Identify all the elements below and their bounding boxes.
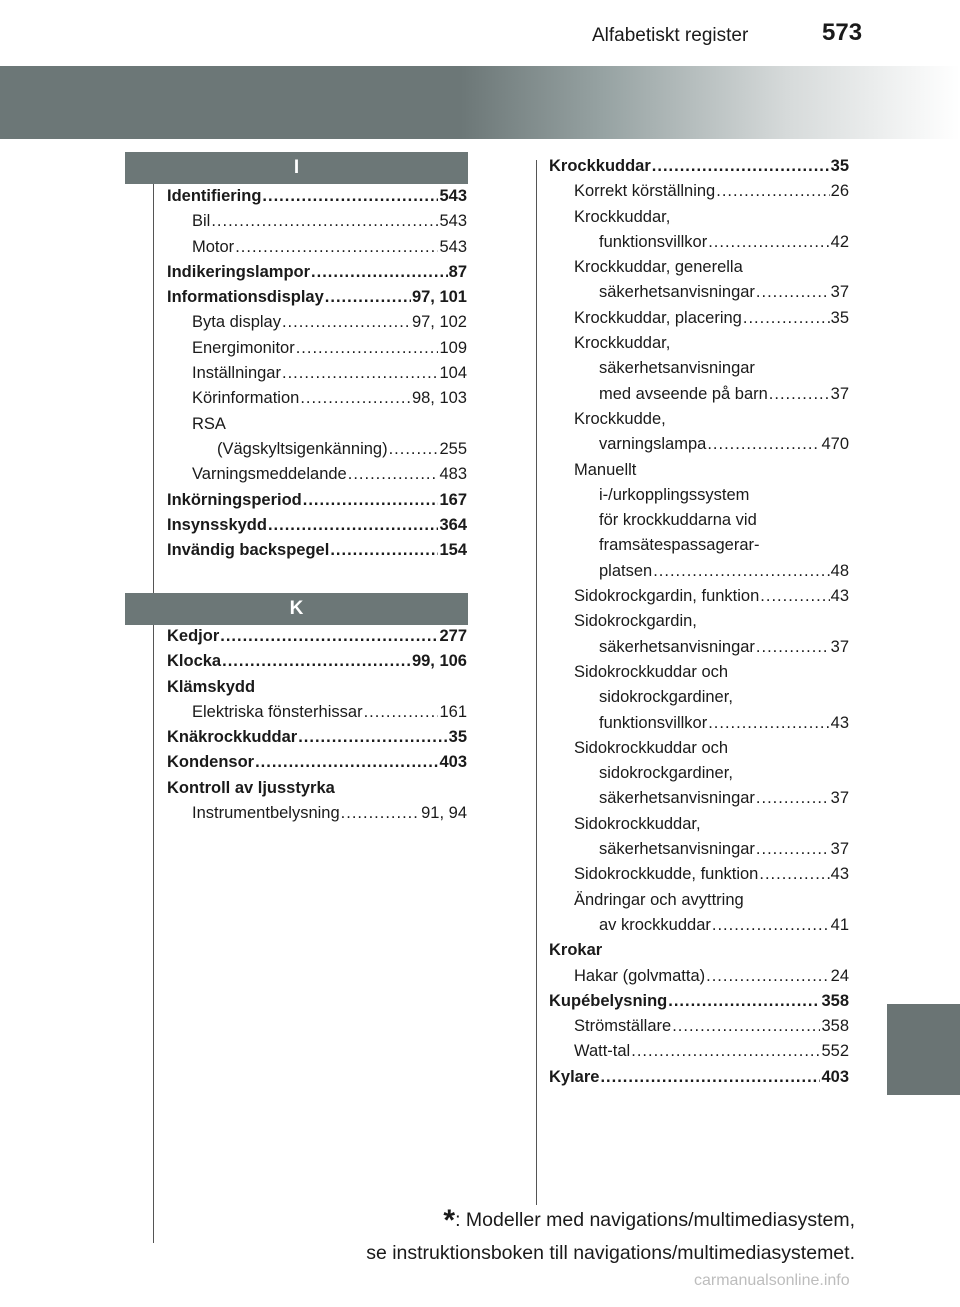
section-header-i: I <box>125 152 468 184</box>
index-entry <box>167 288 467 313</box>
index-subentry <box>549 536 849 561</box>
dot-leader <box>211 212 438 231</box>
entry-text: Manuellt <box>574 460 637 479</box>
dot-leader <box>759 865 829 884</box>
page-reference: 43 <box>830 587 849 606</box>
entry-text: säkerhetsanvisningar <box>599 840 755 859</box>
entry-text: Bil <box>192 212 211 231</box>
page-reference: 37 <box>830 637 849 656</box>
dot-leader <box>756 789 830 808</box>
index-right-column <box>549 157 849 1093</box>
entry-text: Sidokrockgardin, funktion <box>574 587 760 606</box>
dot-leader <box>389 440 439 459</box>
page-reference: 255 <box>439 439 467 458</box>
entry-text: Krockkuddar <box>549 157 651 175</box>
index-subentry <box>167 465 467 490</box>
dot-leader <box>756 283 830 302</box>
dot-leader <box>707 435 820 454</box>
page-reference: 37 <box>830 283 849 302</box>
dot-leader <box>255 753 438 772</box>
entry-text: (Vägskyltsigenkänning) <box>217 439 388 458</box>
entry-text: funktionsvillkor <box>599 232 708 251</box>
chapter-tab <box>887 1004 960 1095</box>
index-subentry <box>167 364 467 389</box>
page-reference: 483 <box>439 465 467 484</box>
page-reference: 154 <box>439 541 467 560</box>
entry-text: Hakar (golvmatta) <box>574 966 706 985</box>
page-reference: 41 <box>830 915 849 934</box>
entry-text: Identifiering <box>167 187 262 205</box>
dot-leader <box>600 1068 820 1087</box>
dot-leader <box>348 465 439 484</box>
index-section-k <box>167 627 467 829</box>
dot-leader <box>298 728 447 747</box>
index-subentry <box>167 339 467 364</box>
entry-text: Varningsmeddelande <box>192 465 347 484</box>
index-entry <box>167 627 467 652</box>
index-subentry <box>167 212 467 237</box>
index-subentry <box>549 1042 849 1067</box>
page-reference: 37 <box>830 840 849 859</box>
dot-leader <box>668 992 820 1011</box>
dot-leader <box>706 967 830 986</box>
index-subentry <box>549 840 849 865</box>
entry-text: varningslampa <box>599 435 707 454</box>
dot-leader <box>222 652 411 671</box>
entry-text: säkerhetsanvisningar <box>599 789 755 808</box>
entry-text: Krockkuddar, placering <box>574 308 742 327</box>
entry-text: Insynsskydd <box>167 515 267 534</box>
index-subentry <box>549 891 849 916</box>
index-subentry <box>549 410 849 435</box>
entry-text: för krockkuddarna vid <box>599 511 757 530</box>
page-reference: 403 <box>439 753 467 772</box>
page-reference: 470 <box>821 435 849 454</box>
dot-leader <box>653 562 829 581</box>
page-reference: 43 <box>830 713 849 732</box>
entry-text: Krockkudde, <box>574 409 666 428</box>
index-entry <box>167 187 467 212</box>
index-subentry <box>549 182 849 207</box>
index-subentry <box>549 233 849 258</box>
dot-leader <box>262 187 438 206</box>
dot-leader <box>300 389 411 408</box>
index-subentry <box>549 587 849 612</box>
entry-text: sidokrockgardiner, <box>599 688 733 707</box>
page-reference: 543 <box>439 212 467 231</box>
entry-text: Ändringar och avyttring <box>574 890 744 909</box>
index-entry <box>549 992 849 1017</box>
index-subentry <box>549 815 849 840</box>
page-number: 573 <box>822 19 863 46</box>
index-subentry <box>167 389 467 414</box>
index-subentry <box>167 313 467 338</box>
index-entry <box>549 157 849 182</box>
index-subentry <box>549 688 849 713</box>
entry-text: Krokar <box>549 941 603 960</box>
page-reference: 99, 106 <box>411 652 467 671</box>
entry-text: Knäkrockkuddar <box>167 728 298 747</box>
dot-leader <box>296 339 439 358</box>
entry-text: Elektriska fönsterhissar <box>192 702 363 721</box>
footnote-line-2: se instruktionsboken till navigations/multimediasystemet. <box>366 1242 855 1264</box>
dot-leader <box>708 233 829 252</box>
entry-text: Byta display <box>192 313 281 332</box>
index-subentry <box>549 638 849 663</box>
index-subentry <box>549 334 849 359</box>
page-reference: 552 <box>821 1042 849 1061</box>
index-subentry <box>549 739 849 764</box>
entry-text: Kedjor <box>167 627 220 645</box>
index-subentry <box>549 612 849 637</box>
index-subentry <box>549 511 849 536</box>
index-subentry <box>167 804 467 829</box>
footnote-line-1: : Modeller med navigations/multimediasystem, <box>455 1209 855 1231</box>
entry-text: RSA <box>192 414 226 433</box>
index-subentry <box>549 663 849 688</box>
index-subentry <box>549 309 849 334</box>
index-section-i <box>167 187 467 566</box>
index-subentry <box>549 385 849 410</box>
page-reference: 358 <box>821 991 849 1010</box>
dot-leader <box>760 587 829 606</box>
page-reference: 104 <box>439 364 467 383</box>
dot-leader <box>743 309 830 328</box>
index-subentry <box>549 562 849 587</box>
index-subentry <box>549 208 849 233</box>
index-entry <box>167 753 467 778</box>
index-subentry <box>549 258 849 283</box>
page-reference: 167 <box>439 490 467 509</box>
dot-leader <box>652 157 830 176</box>
left-margin-line <box>153 183 154 1243</box>
index-subentry <box>549 283 849 308</box>
entry-text: Krockkuddar, <box>574 334 671 353</box>
dot-leader <box>716 182 829 201</box>
dot-leader <box>672 1017 820 1036</box>
dot-leader <box>364 703 439 722</box>
index-subentry <box>549 967 849 992</box>
entry-text: Sidokrockkudde, funktion <box>574 865 759 884</box>
entry-text: funktionsvillkor <box>599 713 708 732</box>
page-reference: 161 <box>439 702 467 721</box>
entry-text: Krockkuddar, <box>574 207 671 226</box>
index-subentry <box>549 916 849 941</box>
page-reference: 24 <box>830 966 849 985</box>
page-reference: 37 <box>830 384 849 403</box>
entry-text: säkerhetsanvisningar <box>599 283 755 302</box>
page-reference: 364 <box>439 515 467 534</box>
entry-text: Indikeringslampor <box>167 262 311 281</box>
index-entry <box>167 652 467 677</box>
entry-text: Klocka <box>167 652 222 671</box>
entry-text: platsen <box>599 561 653 580</box>
entry-text: med avseende på barn <box>599 384 768 403</box>
column-divider <box>536 160 537 1205</box>
entry-text: säkerhetsanvisningar <box>599 637 755 656</box>
dot-leader <box>282 313 411 332</box>
index-entry <box>167 263 467 288</box>
index-entry <box>167 541 467 566</box>
dot-leader <box>220 627 438 646</box>
entry-text: Sidokrockkuddar och <box>574 662 729 681</box>
dot-leader <box>330 541 438 560</box>
page-reference: 543 <box>439 237 467 256</box>
entry-text: Sidokrockkuddar, <box>574 814 701 833</box>
dot-leader <box>712 916 830 935</box>
page-reference: 26 <box>830 182 849 201</box>
header-band <box>0 66 960 139</box>
page-reference: 91, 94 <box>421 804 467 823</box>
footnote-marker: * <box>443 1204 456 1237</box>
dot-leader <box>282 364 438 383</box>
entry-text: Inkörningsperiod <box>167 490 302 509</box>
watermark: carmanualsonline.info <box>694 1272 850 1289</box>
entry-text: Korrekt körställning <box>574 182 716 201</box>
dot-leader <box>708 714 829 733</box>
index-entry <box>167 491 467 516</box>
entry-text: av krockkuddar <box>599 915 711 934</box>
entry-text: Motor <box>192 237 235 256</box>
page-reference: 97, 102 <box>411 313 467 332</box>
entry-text: Krockkuddar, generella <box>574 258 743 277</box>
index-subentry <box>549 435 849 460</box>
page-reference: 35 <box>830 157 849 175</box>
entry-text: framsätespassagerar- <box>599 536 760 555</box>
dot-leader <box>756 840 830 859</box>
index-entry <box>167 728 467 753</box>
page-reference: 42 <box>830 232 849 251</box>
entry-text: Instrumentbelysning <box>192 804 340 823</box>
entry-text: Watt-tal <box>574 1042 631 1061</box>
page-reference: 543 <box>439 187 467 205</box>
index-entry <box>549 1068 849 1093</box>
index-subentry <box>549 764 849 789</box>
index-subentry <box>549 486 849 511</box>
page-reference: 43 <box>830 865 849 884</box>
page-reference: 87 <box>448 262 467 281</box>
index-subentry <box>549 461 849 486</box>
dot-leader <box>311 263 448 282</box>
dot-leader <box>631 1042 820 1061</box>
entry-text: Inställningar <box>192 364 281 383</box>
dot-leader <box>341 804 420 823</box>
index-entry <box>167 516 467 541</box>
entry-text: Informationsdisplay <box>167 288 324 307</box>
dot-leader <box>268 516 439 535</box>
index-subentry <box>167 415 467 440</box>
index-subentry <box>549 865 849 890</box>
page-reference: 35 <box>448 728 467 747</box>
page-reference: 277 <box>439 627 467 645</box>
entry-text: i-/urkopplingssystem <box>599 485 750 504</box>
entry-text: Klämskydd <box>167 677 256 696</box>
dot-leader <box>325 288 411 307</box>
page-reference: 403 <box>821 1067 849 1086</box>
index-entry <box>167 678 467 703</box>
entry-text: Körinformation <box>192 389 300 408</box>
dot-leader <box>769 385 830 404</box>
index-subentry <box>167 238 467 263</box>
entry-text: Kylare <box>549 1067 600 1086</box>
dot-leader <box>303 491 439 510</box>
footnote <box>366 1204 855 1269</box>
entry-text: Energimonitor <box>192 338 295 357</box>
page-reference: 97, 101 <box>411 288 467 307</box>
page-reference: 358 <box>821 1017 849 1036</box>
index-entry <box>549 941 849 966</box>
entry-text: Sidokrockgardin, <box>574 612 697 631</box>
page-reference: 98, 103 <box>411 389 467 408</box>
dot-leader <box>756 638 830 657</box>
index-subentry <box>167 440 467 465</box>
page-reference: 109 <box>439 338 467 357</box>
entry-text: Invändig backspegel <box>167 541 330 560</box>
entry-text: säkerhetsanvisningar <box>599 359 755 378</box>
entry-text: Kupébelysning <box>549 991 668 1010</box>
page-reference: 37 <box>830 789 849 808</box>
index-entry <box>167 779 467 804</box>
page-reference: 48 <box>830 561 849 580</box>
entry-text: sidokrockgardiner, <box>599 764 733 783</box>
entry-text: Strömställare <box>574 1017 672 1036</box>
page-reference: 35 <box>830 308 849 327</box>
page-header-title: Alfabetiskt register <box>592 25 749 46</box>
index-subentry <box>549 1017 849 1042</box>
dot-leader <box>235 238 438 257</box>
section-header-k: K <box>125 593 468 625</box>
index-subentry <box>549 714 849 739</box>
entry-text: Kondensor <box>167 753 255 772</box>
index-subentry <box>549 789 849 814</box>
entry-text: Kontroll av ljusstyrka <box>167 778 335 797</box>
index-subentry <box>167 703 467 728</box>
entry-text: Sidokrockkuddar och <box>574 738 729 757</box>
index-subentry <box>549 359 849 384</box>
